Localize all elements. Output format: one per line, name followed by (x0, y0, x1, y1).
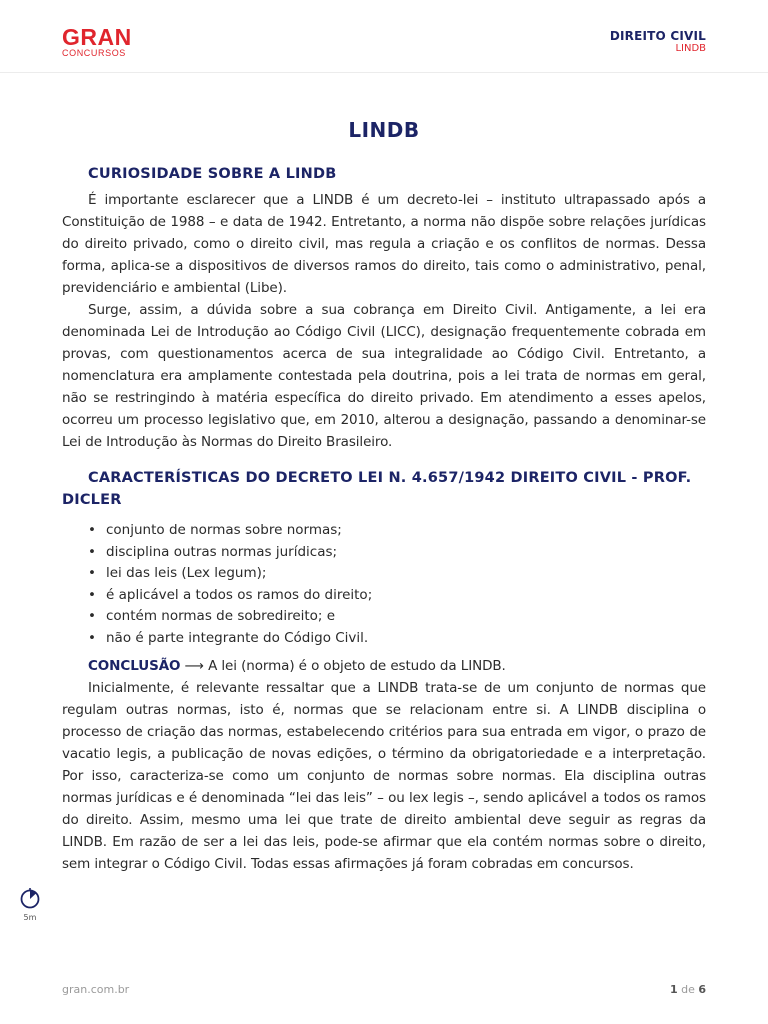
list-item (88, 563, 706, 585)
page-counter (670, 983, 706, 996)
paragraph: Inicialmente, é relevante ressaltar que a LINDB trata-se de um conjunto de normas que regulam outras normas, isto é, normas que se relacionam entre si. A LINDB disciplina o processo de criação das normas, estabelecendo critérios para sua entrada em vigor, o prazo de vacatio legis, a publicação de novas edições, o término da obrigatoriedade e a interpretação. Por isso, caracteriza-se como um conjunto de normas sobre normas. Ela disciplina outras normas jurídicas e é denominada “lei das leis” – ou lex legis –, sendo aplicável a todos os ramos do direito. Assim, mesmo uma lei que trate de direito ambiental deve seguir as regras da LINDB. Em razão de ser a lei das leis, pode-se afirmar que ela contém normas sobre o direito, sem integrar o Código Civil. Todas essas afirmações já foram cobradas em concursos. (62, 680, 706, 872)
logo-sub-text: CONCURSOS (62, 48, 126, 58)
list-item-text: conjunto de normas sobre normas; (106, 522, 342, 538)
section-heading-curiosidade: CURIOSIDADE SOBRE A LINDB (88, 166, 337, 182)
bullet-icon: • (88, 586, 96, 603)
bullet-icon: • (88, 522, 96, 538)
header-topic: LINDB (675, 43, 706, 54)
gran-logo[interactable] (62, 26, 132, 58)
conclusion-text: A lei (norma) é o objeto de estudo da LINDB. (203, 658, 506, 674)
list-item (88, 542, 706, 564)
header-subject-block (610, 29, 706, 55)
arrow-icon: ⟶ (184, 658, 204, 674)
list-item-text: lei das leis (Lex legum); (106, 565, 267, 581)
list-item-text: é aplicável a todos os ramos do direito; (106, 586, 373, 603)
page-header (0, 0, 768, 73)
stopwatch-icon (19, 887, 41, 909)
bullet-icon: • (88, 565, 96, 581)
document-body (62, 114, 706, 875)
section-heading-caracteristicas: CARACTERÍSTICAS DO DECRETO LEI N. 4.657/1942 DIREITO CIVIL - PROF. DICLER (62, 470, 692, 508)
list-item-text: não é parte integrante do Código Civil. (106, 629, 369, 646)
paragraph: É importante esclarecer que a LINDB é um decreto-lei – instituto ultrapassado após a Constituição de 1988 – e data de 1942. Entretanto, a norma não dispõe sobre relações jurídicas do direito privado, como o direito civil, mas regula a criação e os conflitos de normas. Dessa forma, aplica-se a dispositivos de diversos ramos do direito, tais como o administrativo, penal, previdenciário e ambiental (Libe). (62, 192, 706, 296)
logo-main-text: GRAN (62, 24, 132, 50)
list-item-text: disciplina outras normas jurídicas; (106, 543, 338, 560)
page-current: 1 (669, 983, 678, 996)
list-item (88, 520, 706, 542)
bullet-icon: • (88, 543, 96, 560)
list-item (88, 628, 706, 650)
page-total: 6 (698, 983, 706, 996)
conclusion-label: CONCLUSÃO (88, 658, 181, 674)
reading-time-indicator (19, 887, 41, 922)
page-separator: de (677, 983, 699, 996)
list-item-text: contém normas de sobredireito; e (106, 608, 336, 624)
conclusion-paragraph (62, 655, 706, 677)
footer-site[interactable]: gran.com.br (62, 983, 130, 996)
characteristics-list (88, 520, 706, 649)
list-item (88, 606, 706, 628)
page-title: LINDB (348, 118, 420, 142)
header-subject: DIREITO CIVIL (609, 29, 706, 43)
reading-time-label: 5m (23, 913, 37, 922)
paragraph: Surge, assim, a dúvida sobre a sua cobrança em Direito Civil. Antigamente, a lei era denominada Lei de Introdução ao Código Civil (LICC), designação frequentemente cobrada em provas, com questionamentos acerca de sua integralidade ao Código Civil. Entretanto, a nomenclatura era amplamente contestada pela doutrina, pois a lei trata de normas em geral, não se restringindo à matéria específica do direito privado. Em atendimento a esses apelos, ocorreu um processo legislativo que, em 2010, alterou a designação, passando a denominar-se Lei de Introdução às Normas do Direito Brasileiro. (62, 302, 706, 450)
bullet-icon: • (88, 629, 96, 646)
list-item (88, 585, 706, 607)
bullet-icon: • (88, 608, 96, 624)
